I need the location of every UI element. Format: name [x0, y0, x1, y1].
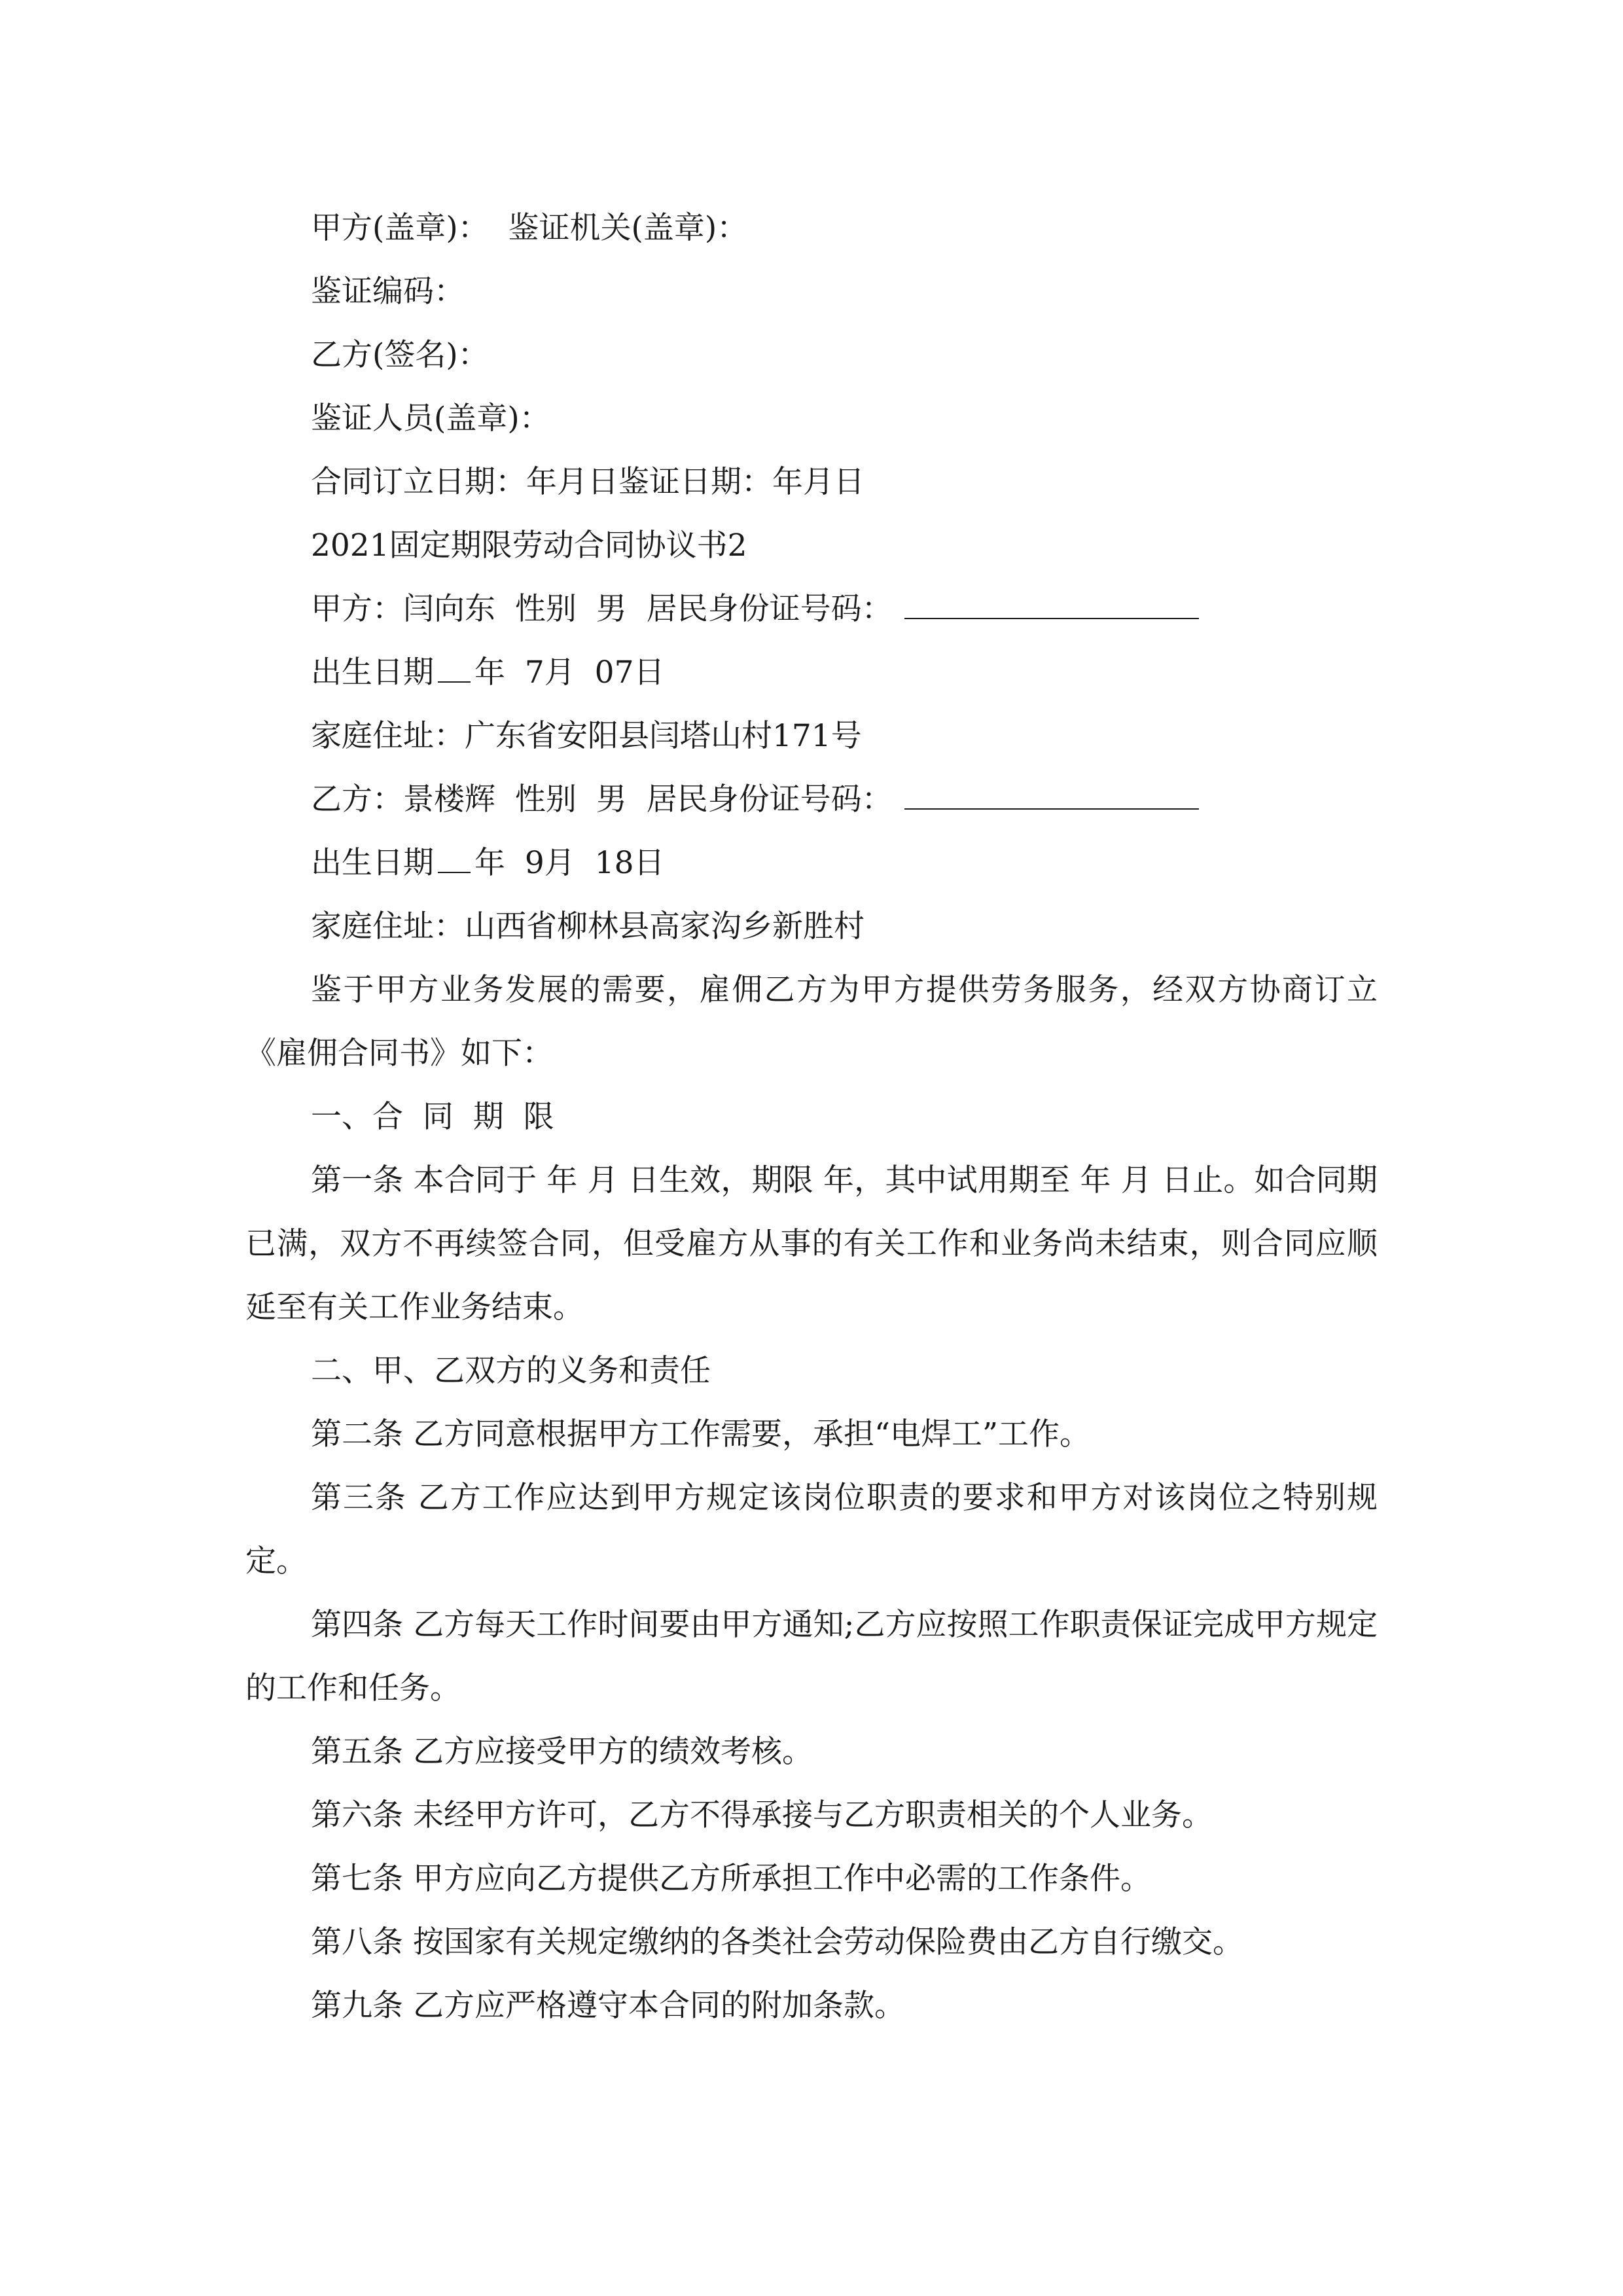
article-8: 第八条 按国家有关规定缴纳的各类社会劳动保险费由乙方自行缴交。	[311, 1924, 1243, 1960]
article-5: 第五条 乙方应接受甲方的绩效考核。	[311, 1734, 813, 1770]
intro-paragraph: 鉴于甲方业务发展的需要，雇佣乙方为甲方提供劳务服务，经双方协商订立《雇佣合同书》如下：	[245, 972, 1378, 1071]
party-b-info	[245, 768, 1378, 831]
party-b-birth-label: 出生日期	[311, 845, 434, 881]
party-a-birth-label: 出生日期	[311, 655, 434, 691]
party-b-id-label: 乙方：景楼辉 性别 男 居民身份证号码：	[311, 781, 893, 817]
verification-code-line: 鉴证编码：	[311, 274, 465, 310]
party-b-birth-date: 年 9月 18日	[474, 845, 665, 881]
party-b-sign-line: 乙方(签名)：	[311, 337, 489, 373]
article-6: 第六条 未经甲方许可，乙方不得承接与乙方职责相关的个人业务。	[311, 1797, 1213, 1833]
section-2-heading: 二、甲、乙双方的义务和责任	[311, 1353, 711, 1389]
article-3: 第三条 乙方工作应达到甲方规定该岗位职责的要求和甲方对该岗位之特别规定。	[245, 1480, 1378, 1579]
party-a-id-label: 甲方：闫向东 性别 男 居民身份证号码：	[311, 591, 893, 627]
party-a-seal-line: 甲方(盖章)： 鉴证机关(盖章)：	[311, 210, 748, 246]
article-9: 第九条 乙方应严格遵守本合同的附加条款。	[311, 1988, 905, 2024]
party-b-address: 家庭住址：山西省柳林县高家沟乡新胜村	[311, 908, 865, 944]
party-a-info	[245, 577, 1378, 641]
verifier-seal-line: 鉴证人员(盖章)：	[311, 401, 550, 437]
party-b-birth	[245, 831, 1378, 895]
party-b-id-blank	[904, 782, 1199, 810]
party-a-address: 家庭住址：广东省安阳县闫塔山村171号	[311, 718, 862, 754]
document-body	[245, 196, 1378, 2037]
contract-dates-line: 合同订立日期：年月日鉴证日期：年月日	[311, 464, 865, 500]
article-4: 第四条 乙方每天工作时间要由甲方通知;乙方应按照工作职责保证完成甲方规定的工作和任务。	[245, 1607, 1378, 1706]
document-title: 2021固定期限劳动合同协议书2	[311, 528, 747, 564]
article-2: 第二条 乙方同意根据甲方工作需要，承担“电焊工”工作。	[311, 1416, 1090, 1452]
party-a-birth-date: 年 7月 07日	[474, 655, 665, 691]
section-1-heading: 一、合 同 期 限	[311, 1099, 554, 1135]
party-a-id-blank	[904, 592, 1199, 619]
party-a-birth-year-blank	[438, 655, 471, 683]
article-7: 第七条 甲方应向乙方提供乙方所承担工作中必需的工作条件。	[311, 1861, 1151, 1897]
party-b-birth-year-blank	[438, 846, 471, 873]
party-a-birth	[245, 641, 1378, 704]
article-1: 第一条 本合同于 年 月 日生效，期限 年，其中试用期至 年 月 日止。如合同期已满，双方不再续签合同，但受雇方从事的有关工作和业务尚未结束，则合同应顺延至有关工作业务结束。	[245, 1162, 1378, 1325]
